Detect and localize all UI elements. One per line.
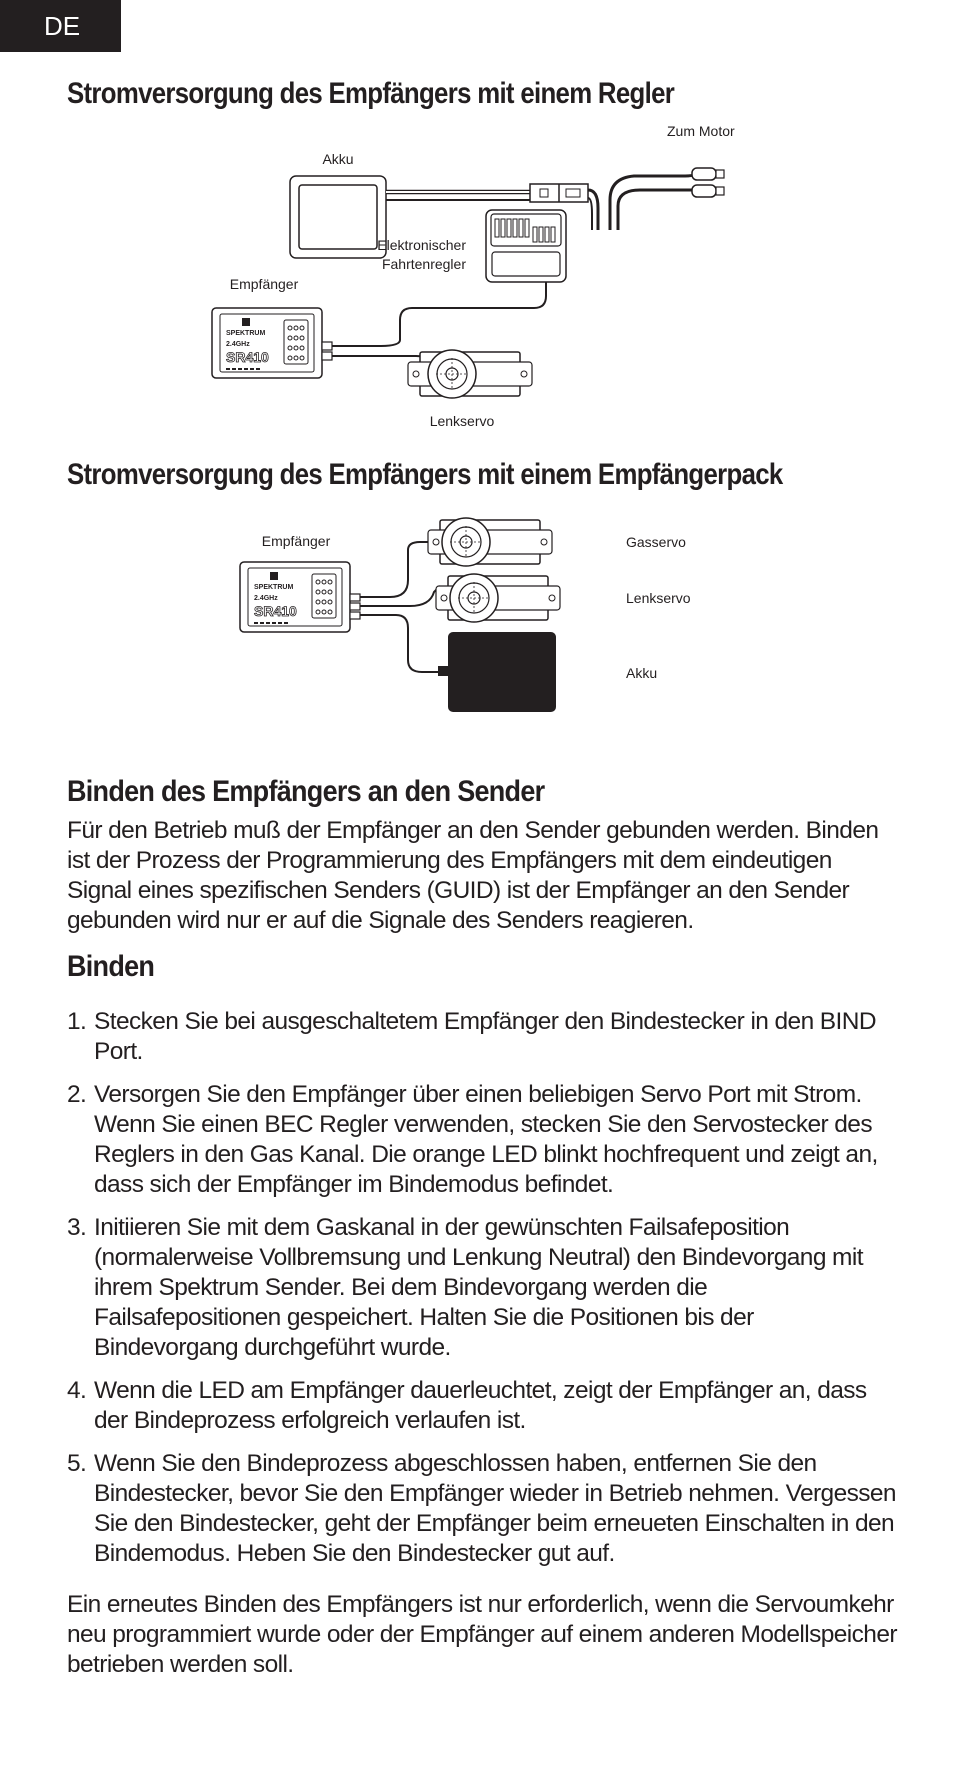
label-lenkservo: Lenkservo xyxy=(626,590,691,606)
section-title-rx-pack: Stromversorgung des Empfängers mit einem Empfängerpack xyxy=(67,458,783,491)
step-text: Stecken Sie bei ausgeschaltetem Empfänger den Bindestecker in den BIND Port. xyxy=(94,1008,876,1065)
binden-steps xyxy=(67,1007,897,1582)
svg-text:SPEKTRUM: SPEKTRUM xyxy=(226,330,266,337)
battery-icon xyxy=(438,632,556,712)
step-number: 5. xyxy=(67,1450,87,1477)
receiver-icon xyxy=(240,562,350,632)
label-gasservo: Gasservo xyxy=(626,534,686,550)
list-item xyxy=(67,1376,897,1436)
section-title-binden-sender: Binden des Empfängers an den Sender xyxy=(67,775,545,808)
receiver-icon xyxy=(212,308,322,378)
step-number: 2. xyxy=(67,1081,87,1108)
svg-text:2.4GHz: 2.4GHz xyxy=(226,341,250,348)
step-text: Versorgen Sie den Empfänger über einen beliebigen Servo Port mit Strom. Wenn Sie einen BEC Regler verwenden, stecken Sie den Servostecker des Reglers in den Gas Kanal. Die orange LED blinkt hochfrequent und zeigt an, dass sich der Empfänger im Bindemodus befindet. xyxy=(94,1081,878,1198)
receiver-plugs xyxy=(350,594,360,619)
list-item xyxy=(67,1007,897,1067)
svg-text:2.4GHz: 2.4GHz xyxy=(254,595,278,602)
motor-leads xyxy=(610,174,698,230)
label-regler-line2: Fahrtenregler xyxy=(381,256,466,272)
svg-text:SR410: SR410 xyxy=(254,603,297,619)
step-number: 4. xyxy=(67,1377,87,1404)
list-item xyxy=(67,1213,897,1363)
receiver-plugs xyxy=(322,342,332,360)
list-item xyxy=(67,1080,897,1200)
label-akku: Akku xyxy=(322,151,354,167)
battery-icon xyxy=(290,176,386,258)
label-lenkservo: Lenkservo xyxy=(429,413,495,429)
throttle-servo-icon xyxy=(428,518,552,566)
motor-plug-icon xyxy=(692,168,724,197)
wiring-diagram-rx-pack xyxy=(230,510,730,730)
label-regler-line1: Elektronischer xyxy=(377,237,466,253)
label-akku: Akku xyxy=(626,665,658,681)
step-number: 1. xyxy=(67,1008,87,1035)
wiring-diagram-esc xyxy=(226,123,790,450)
section-title-binden: Binden xyxy=(67,950,155,983)
step-text: Initiieren Sie mit dem Gaskanal in der gewünschten Failsafeposition (normalerweise Vollbremsung und Lenkung Neutral) den Bindevorgang mit ihrem Spektrum Sender. Bei dem Bindevorgang werden die Failsafepositionen gespeichert. Halten Sie die Positionen bis der Bindevorgang durchgeführt wurde. xyxy=(94,1214,863,1361)
battery-connector xyxy=(530,184,588,202)
svg-text:SR410: SR410 xyxy=(226,349,269,365)
svg-text:SPEKTRUM: SPEKTRUM xyxy=(254,584,294,591)
label-zum-motor: Zum Motor xyxy=(667,123,735,139)
step-text: Wenn die LED am Empfänger dauerleuchtet, zeigt der Empfänger an, dass der Bindeprozess erfolgreich verlaufen ist. xyxy=(94,1377,867,1434)
label-empfaenger: Empfänger xyxy=(229,276,299,292)
steering-servo-icon xyxy=(408,350,532,398)
step-text: Wenn Sie den Bindeprozess abgeschlossen haben, entfernen Sie den Bindestecker, bevor Sie den Empfänger wieder in Betrieb nehmen. Vergessen Sie den Bindestecker, geht der Empfänger beim erneueten Einschalten in den Bindemodus. Heben Sie den Bindestecker gut auf. xyxy=(94,1450,896,1567)
label-empfaenger: Empfänger xyxy=(261,533,331,549)
binden-sender-text: Für den Betrieb muß der Empfänger an den Sender gebunden werden. Binden ist der Prozess der Programmierung des Empfängers mit dem eindeutigen Signal eines spezifischen Senders (GUID) ist der Empfänger an den Sender gebunden wird nur er auf die Signale des Senders reagieren. xyxy=(67,817,879,934)
section-title-esc: Stromversorgung des Empfängers mit einem Regler xyxy=(67,77,675,110)
binden-closing-text: Ein erneutes Binden des Empfängers ist nur erforderlich, wenn die Servoumkehr neu programmiert wurde oder der Empfänger auf einem anderen Modellspeicher betrieben werden soll. xyxy=(67,1591,897,1678)
language-tab: DE xyxy=(0,0,121,52)
step-number: 3. xyxy=(67,1214,87,1241)
battery-lead xyxy=(386,192,530,200)
esc-icon xyxy=(486,210,566,282)
list-item xyxy=(67,1449,897,1569)
steering-servo-icon xyxy=(436,574,560,622)
